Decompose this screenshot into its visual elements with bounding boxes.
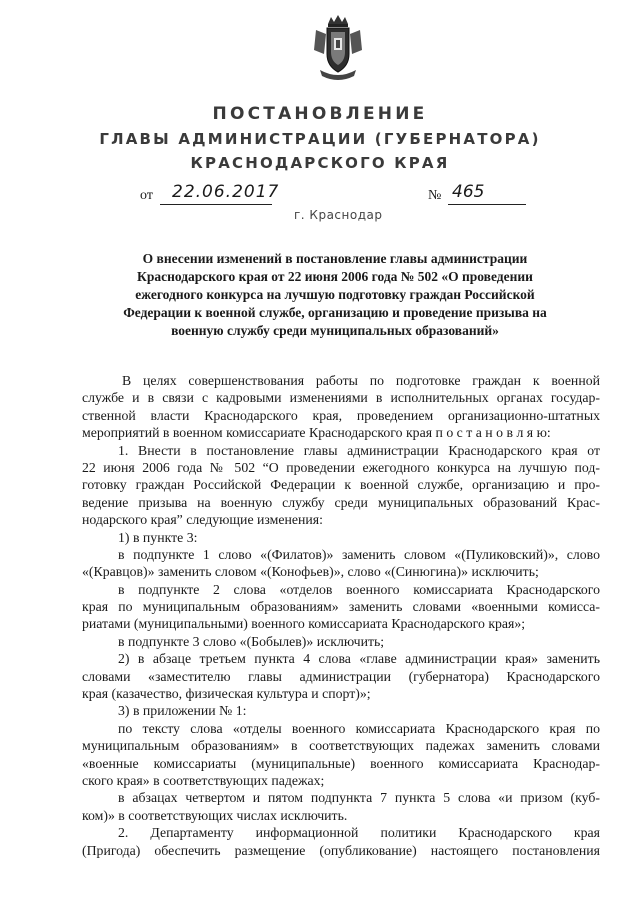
body-line: 2. Департаменту информационной политики Краснодарского края	[118, 825, 600, 841]
body-line: риатами (муниципальными) военного комиссариата Краснодарского края»;	[82, 616, 526, 632]
body-line: 1) в пункте 3:	[118, 529, 198, 545]
city-label: г. Краснодар	[294, 208, 383, 222]
body-line: в подпункте 1 слово «(Филатов)» заменить словом «(Пуликовский)», слово	[118, 546, 600, 562]
body-line: «военные комиссариаты (муниципальные) военного комиссариата Краснодар-	[82, 755, 600, 771]
date-label: от	[140, 188, 153, 203]
body-line: в абзацах четвертом и пятом подпункта 7 пункта 5 слова «и призом (куб-	[118, 790, 600, 806]
body-line: мероприятий в военном комиссариате Краснодарского края п о с т а н о в л я ю:	[82, 425, 551, 441]
body-line: муниципальным образованиям» в соответствующих падежах заменить словами	[82, 738, 600, 754]
body-line: 3) в приложении № 1:	[118, 703, 247, 719]
document-body	[82, 372, 600, 859]
body-line: 2) в абзаце третьем пункта 4 слова «главе администрации края» заменить	[118, 651, 600, 667]
body-line: (Пригода) обеспечить размещение (опубликование) настоящего постановления	[82, 842, 600, 858]
document-title: О внесении изменений в постановление главы администрации Краснодарского края от 22 июня 2006 года № 502 «О проведении ежегодного конкурса на лучшую подготовку граждан Российской Федерации к военной службе, организацию и проведение призыва на военную службу среди муниципальных образований»	[123, 251, 547, 338]
body-line: по тексту слова «отделы военного комиссариата Краснодарского края по	[118, 720, 600, 736]
issuer-heading: ГЛАВЫ АДМИНИСТРАЦИИ (ГУБЕРНАТОРА)	[99, 130, 541, 148]
body-line: ственной власти Краснодарского края, проведением организационно-штатных	[82, 407, 600, 423]
region-heading: КРАСНОДАРСКОГО КРАЯ	[190, 154, 450, 172]
body-line: В целях совершенствования работы по подготовке граждан к военной	[122, 373, 600, 388]
coat-of-arms-icon	[310, 14, 366, 84]
body-line: 22 июня 2006 года № 502 “О проведении ежегодного конкурса на лучшую под-	[82, 459, 600, 475]
number-value: 465	[452, 182, 485, 202]
body-line: края по муниципальным образованиям» заменить словами «военными комисса-	[82, 599, 600, 615]
body-line: в подпункте 3 слово «(Бобылев)» исключить;	[118, 633, 385, 649]
body-line: «(Кравцов)» заменить словом «(Конофьев)», слово «(Синюгина)» исключить;	[82, 564, 539, 580]
date-underline	[160, 204, 272, 205]
body-line: службе и в связи с кадровыми изменениями в исполнительных органах государ-	[82, 390, 600, 406]
body-line: ком)» в соответствующих числах исключить.	[82, 807, 348, 823]
number-underline	[448, 204, 526, 205]
body-line: в подпункте 2 слова «отделов военного комиссариата Краснодарского	[118, 581, 600, 597]
body-line: ского края» в соответствующих падежах;	[82, 772, 325, 788]
number-label: №	[428, 188, 442, 203]
body-line: готовку граждан Российской Федерации к военной службе, организацию и про-	[82, 477, 600, 493]
document-type-heading: ПОСТАНОВЛЕНИЕ	[212, 104, 428, 124]
body-line: 1. Внести в постановление главы администрации Краснодарского края от	[118, 442, 600, 458]
body-line: нодарского края” следующие изменения:	[82, 512, 323, 528]
body-line: ведение призыва на военную службу среди муниципальных образований Крас-	[82, 494, 600, 510]
date-value: 22.06.2017	[172, 182, 280, 202]
body-line: края (казачество, физическая культура и спорт)»;	[82, 686, 371, 702]
body-line: словами «заместителю главы администрации (губернатора) Краснодарского	[82, 668, 600, 684]
